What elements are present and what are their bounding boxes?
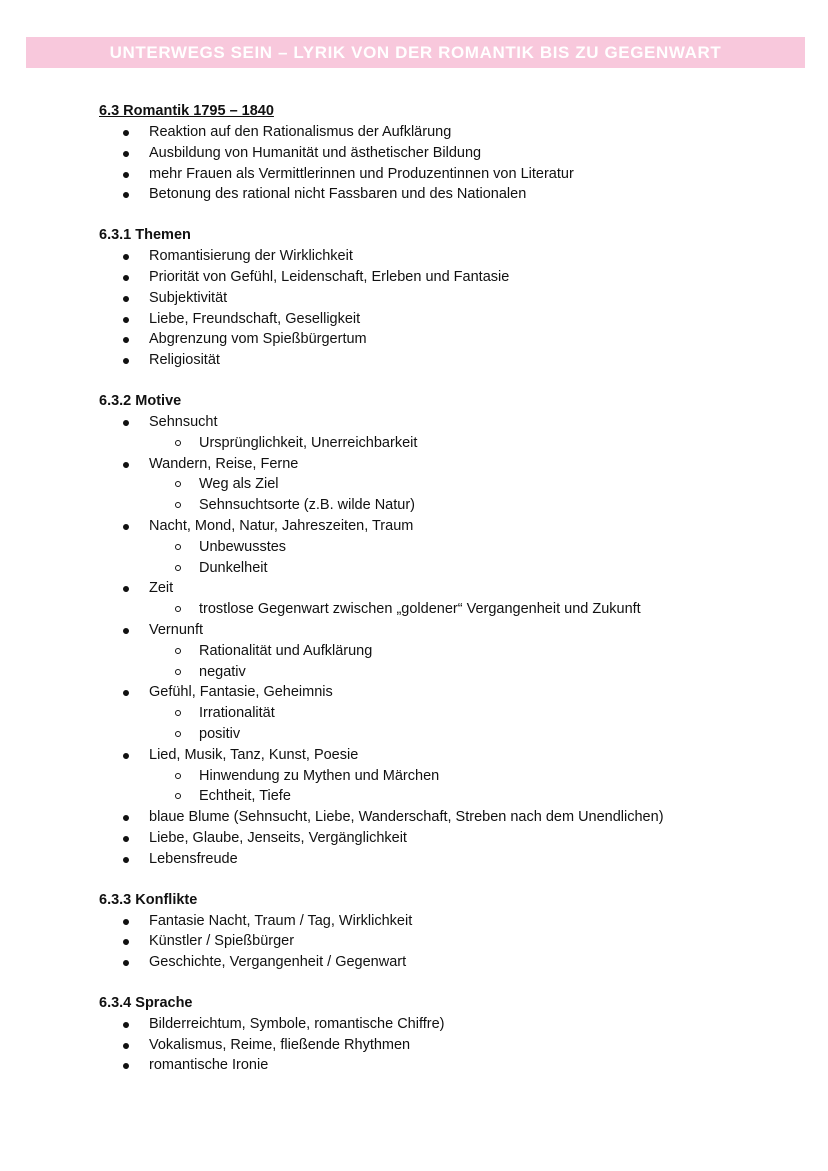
section-heading bbox=[99, 391, 799, 412]
bullet-icon bbox=[123, 939, 129, 945]
bullet-icon bbox=[123, 960, 129, 966]
section-heading bbox=[99, 225, 799, 246]
sub-list-item bbox=[99, 724, 799, 745]
list-item bbox=[99, 267, 799, 288]
sub-list-item bbox=[99, 537, 799, 558]
list-item-text: Reaktion auf den Rationalismus der Aufklärung bbox=[149, 124, 452, 140]
sub-list-item-text: Ursprünglichkeit, Unerreichbarkeit bbox=[199, 434, 418, 451]
section-heading-text: 6.3 Romantik 1795 – 1840 bbox=[99, 103, 274, 119]
sub-list-item bbox=[99, 641, 799, 662]
bullet-icon bbox=[123, 462, 129, 468]
bullet-icon bbox=[123, 420, 129, 426]
sub-list-item-text: Rationalität und Aufklärung bbox=[199, 642, 373, 659]
section-heading-text: 6.3.1 Themen bbox=[99, 227, 191, 244]
list-item-text: Ausbildung von Humanität und ästhetischer Bildung bbox=[149, 144, 482, 161]
section-heading bbox=[99, 890, 799, 911]
circle-bullet-icon bbox=[175, 648, 181, 654]
bullet-icon bbox=[123, 275, 129, 281]
list-item bbox=[99, 1035, 799, 1056]
sub-list-item-text: Weg als Ziel bbox=[199, 476, 279, 493]
circle-bullet-icon bbox=[175, 481, 181, 487]
list-item bbox=[99, 454, 799, 475]
list-item-text: Geschichte, Vergangenheit / Gegenwart bbox=[149, 954, 407, 971]
bullet-icon bbox=[123, 254, 129, 260]
list-item-text: Zeit bbox=[149, 580, 174, 597]
list-item-text: Gefühl, Fantasie, Geheimnis bbox=[149, 684, 333, 701]
section-heading-text: 6.3.2 Motive bbox=[99, 392, 182, 409]
bullet-icon bbox=[123, 296, 129, 302]
list-item-text: romantische Ironie bbox=[149, 1057, 269, 1074]
list-item bbox=[99, 516, 799, 537]
circle-bullet-icon bbox=[175, 731, 181, 737]
list-item-text: Religiosität bbox=[149, 352, 220, 369]
list-item bbox=[99, 329, 799, 350]
list-item-text: blaue Blume (Sehnsucht, Liebe, Wanderschaft, Streben nach dem Unendlichen) bbox=[149, 809, 664, 826]
sub-list-item-text: Echtheit, Tiefe bbox=[199, 788, 291, 805]
circle-bullet-icon bbox=[175, 793, 181, 799]
bullet-icon bbox=[123, 815, 129, 821]
sub-list-item bbox=[99, 495, 799, 516]
circle-bullet-icon bbox=[175, 565, 181, 571]
list-item bbox=[99, 911, 799, 932]
list-item-text: Nacht, Mond, Natur, Jahreszeiten, Traum bbox=[149, 517, 414, 534]
document-body bbox=[99, 101, 799, 1096]
circle-bullet-icon bbox=[175, 502, 181, 508]
list-item bbox=[99, 849, 799, 870]
sub-list-item bbox=[99, 599, 799, 620]
sub-list-item-text: Irrationalität bbox=[199, 705, 275, 722]
list-item bbox=[99, 952, 799, 973]
list-item bbox=[99, 578, 799, 599]
bullet-icon bbox=[123, 586, 129, 592]
list-item bbox=[99, 1055, 799, 1076]
list-item bbox=[99, 143, 799, 164]
bullet-icon bbox=[123, 628, 129, 634]
list-item-text: Priorität von Gefühl, Leidenschaft, Erleben und Fantasie bbox=[149, 268, 510, 285]
section bbox=[99, 391, 799, 870]
sub-list-item-text: Hinwendung zu Mythen und Märchen bbox=[199, 767, 440, 784]
bullet-icon bbox=[123, 317, 129, 323]
list-item bbox=[99, 745, 799, 766]
list-item bbox=[99, 828, 799, 849]
list-item-text: Romantisierung der Wirklichkeit bbox=[149, 248, 353, 265]
sub-list-item-text: Unbewusstes bbox=[199, 538, 287, 555]
section-heading bbox=[99, 993, 799, 1014]
list-item-text: Vernunft bbox=[149, 621, 204, 638]
circle-bullet-icon bbox=[175, 773, 181, 779]
bullet-icon bbox=[123, 857, 129, 863]
bullet-icon bbox=[123, 919, 129, 925]
list-item bbox=[99, 288, 799, 309]
list-item bbox=[99, 807, 799, 828]
bullet-icon bbox=[123, 1022, 129, 1028]
sub-list-item bbox=[99, 786, 799, 807]
list-item bbox=[99, 122, 799, 143]
sub-list-item bbox=[99, 703, 799, 724]
section-heading-text: 6.3.3 Konflikte bbox=[99, 891, 198, 908]
circle-bullet-icon bbox=[175, 544, 181, 550]
list-item-text: Liebe, Glaube, Jenseits, Vergänglichkeit bbox=[149, 829, 407, 846]
circle-bullet-icon bbox=[175, 669, 181, 675]
sub-list-item-text: trostlose Gegenwart zwischen „goldener“ Vergangenheit und Zukunft bbox=[199, 601, 641, 618]
list-item bbox=[99, 164, 799, 185]
circle-bullet-icon bbox=[175, 710, 181, 716]
bullet-icon bbox=[123, 1043, 129, 1049]
sub-list-item-text: negativ bbox=[199, 663, 246, 680]
section bbox=[99, 225, 799, 371]
list-item-text: Lebensfreude bbox=[149, 850, 238, 867]
sub-list-item-text: Dunkelheit bbox=[199, 559, 268, 576]
list-item bbox=[99, 931, 799, 952]
bullet-icon bbox=[123, 358, 129, 364]
sub-list-item bbox=[99, 766, 799, 787]
bullet-icon bbox=[123, 130, 129, 136]
list-item-text: Lied, Musik, Tanz, Kunst, Poesie bbox=[149, 746, 359, 763]
bullet-icon bbox=[123, 690, 129, 696]
list-item bbox=[99, 309, 799, 330]
list-item-text: Fantasie Nacht, Traum / Tag, Wirklichkeit bbox=[149, 912, 413, 929]
bullet-icon bbox=[123, 172, 129, 178]
list-item bbox=[99, 620, 799, 641]
sub-list-item bbox=[99, 662, 799, 683]
list-item-text: mehr Frauen als Vermittlerinnen und Produzentinnen von Literatur bbox=[149, 165, 574, 182]
bullet-icon bbox=[123, 753, 129, 759]
bullet-icon bbox=[123, 836, 129, 842]
list-item bbox=[99, 1014, 799, 1035]
bullet-icon bbox=[123, 1063, 129, 1069]
list-item-text: Vokalismus, Reime, fließende Rhythmen bbox=[149, 1036, 411, 1053]
sub-list-item bbox=[99, 474, 799, 495]
bullet-icon bbox=[123, 151, 129, 157]
list-item-text: Sehnsucht bbox=[149, 413, 218, 430]
section bbox=[99, 890, 799, 973]
list-item bbox=[99, 350, 799, 371]
list-item-text: Wandern, Reise, Ferne bbox=[149, 455, 299, 472]
sub-list-item bbox=[99, 433, 799, 454]
list-item-text: Liebe, Freundschaft, Geselligkeit bbox=[149, 310, 361, 327]
list-item bbox=[99, 682, 799, 703]
section bbox=[99, 993, 799, 1076]
section bbox=[99, 101, 799, 205]
list-item-text: Subjektivität bbox=[149, 289, 228, 306]
list-item bbox=[99, 184, 799, 205]
list-item-text: Betonung des rational nicht Fassbaren und des Nationalen bbox=[149, 186, 527, 203]
circle-bullet-icon bbox=[175, 606, 181, 612]
sub-list-item-text: Sehnsuchtsorte (z.B. wilde Natur) bbox=[199, 497, 415, 514]
list-item-text: Abgrenzung vom Spießbürgertum bbox=[149, 331, 367, 348]
list-item-text: Künstler / Spießbürger bbox=[149, 933, 295, 950]
page-header-banner: UNTERWEGS SEIN – LYRIK VON DER ROMANTIK BIS ZU GEGENWART bbox=[26, 37, 805, 68]
section-heading bbox=[99, 101, 799, 122]
circle-bullet-icon bbox=[175, 440, 181, 446]
section-heading-text: 6.3.4 Sprache bbox=[99, 994, 193, 1011]
sub-list-item bbox=[99, 558, 799, 579]
list-item bbox=[99, 246, 799, 267]
sub-list-item-text: positiv bbox=[199, 725, 241, 742]
bullet-icon bbox=[123, 192, 129, 198]
list-item-text: Bilderreichtum, Symbole, romantische Chiffre) bbox=[149, 1015, 445, 1032]
bullet-icon bbox=[123, 524, 129, 530]
bullet-icon bbox=[123, 337, 129, 343]
list-item bbox=[99, 412, 799, 433]
